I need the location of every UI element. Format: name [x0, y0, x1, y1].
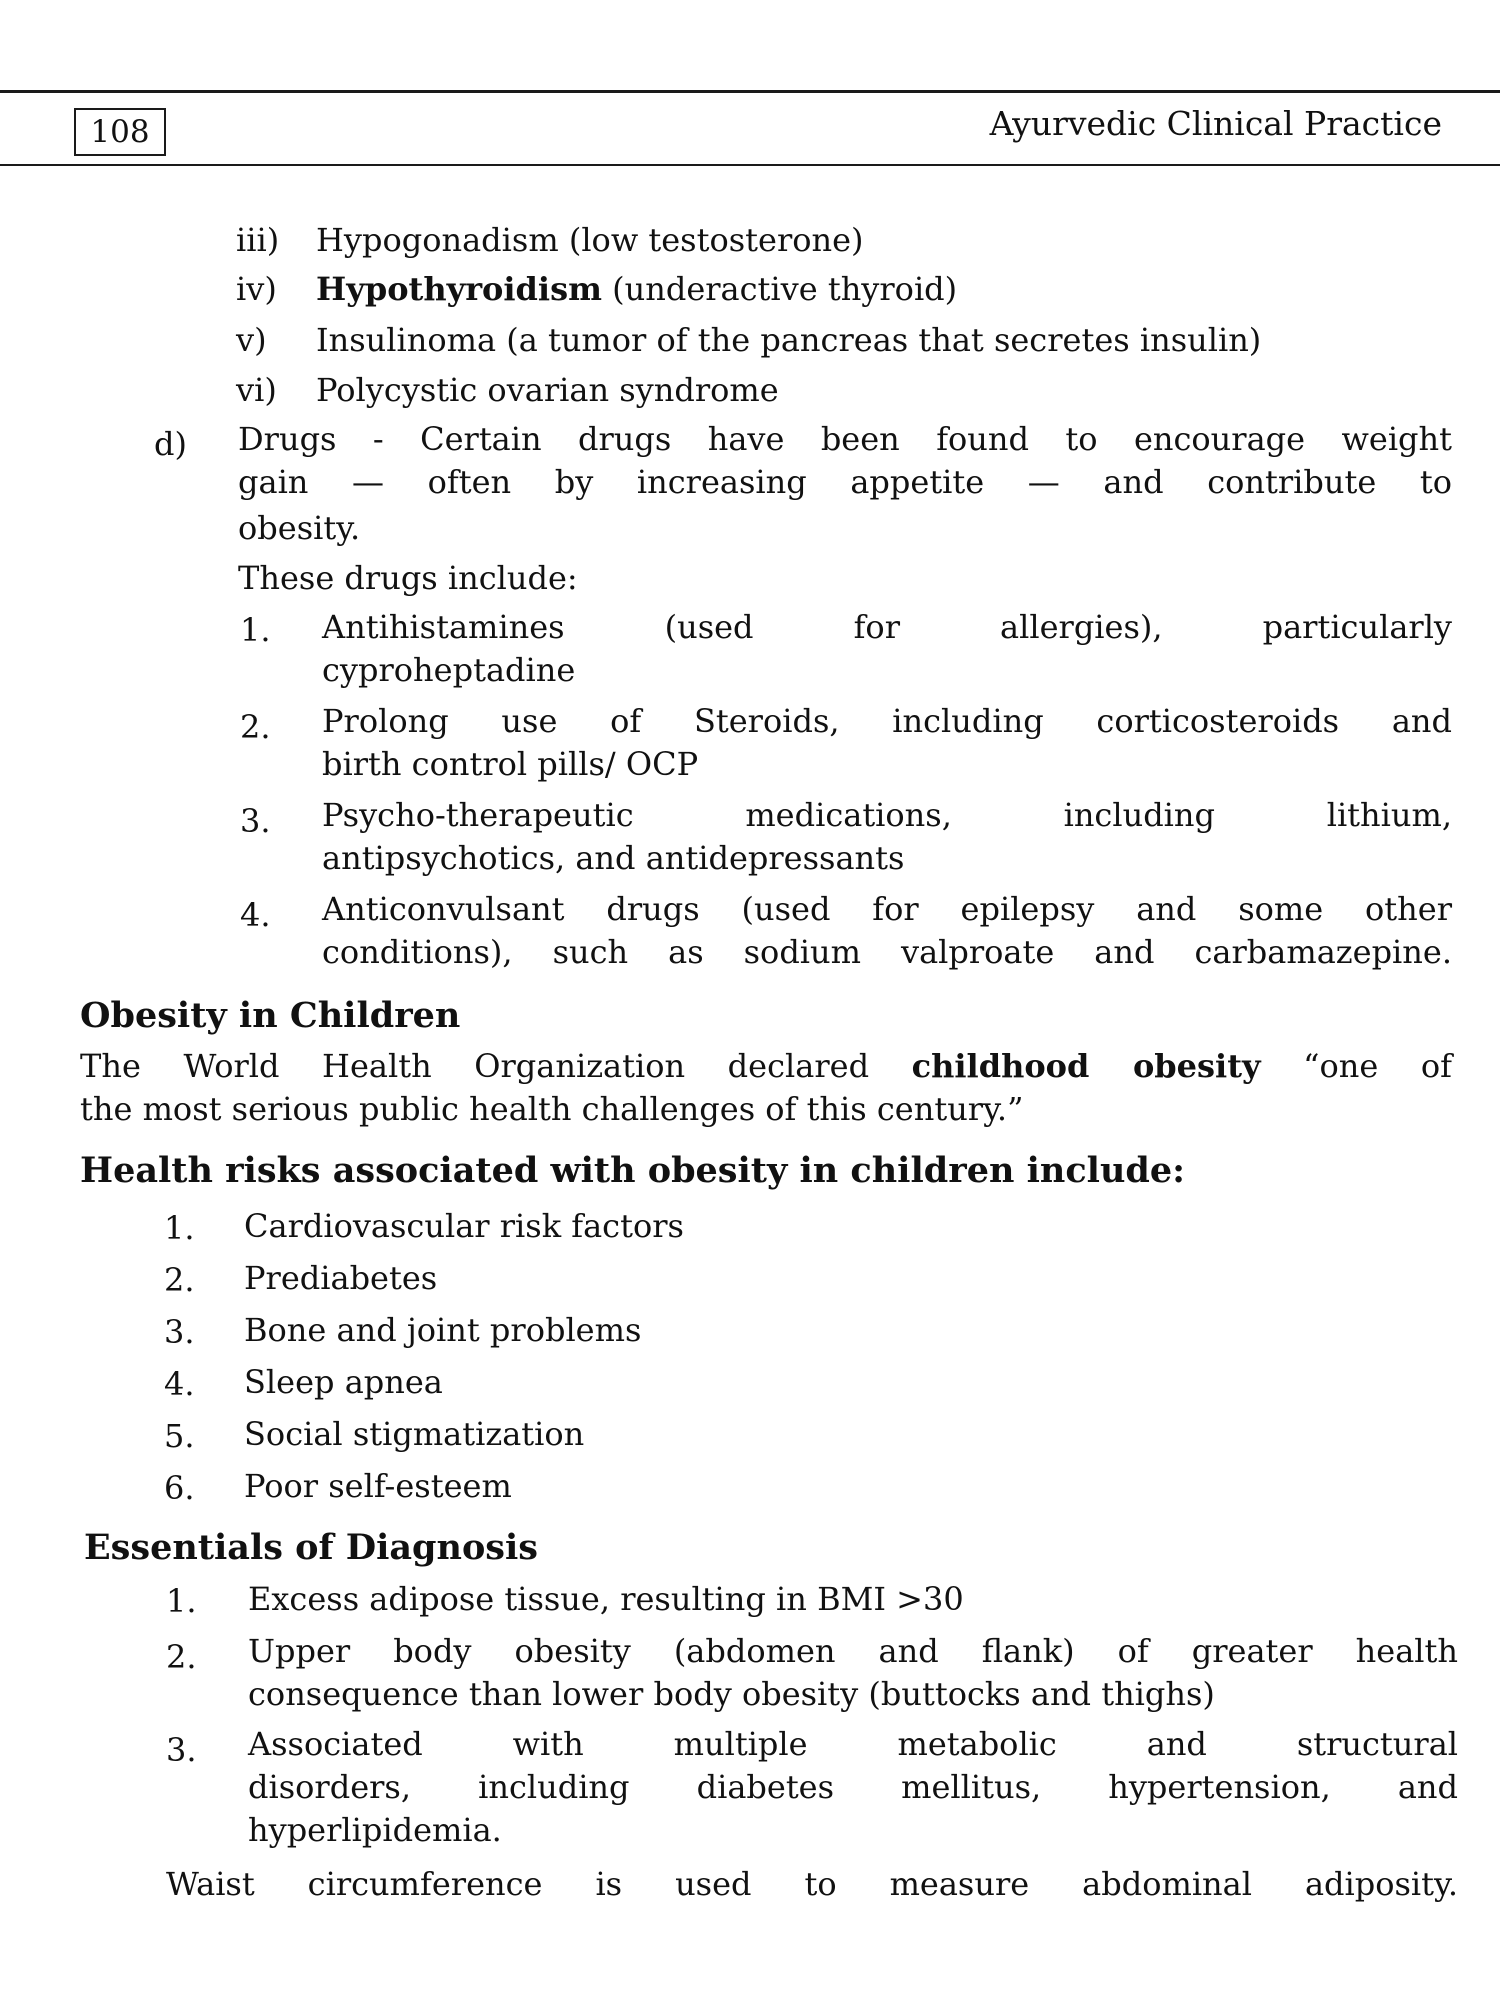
- drug-item-3-line-1: Psycho-therapeutic medications, including lithium,: [322, 796, 1452, 834]
- children-paragraph-line-2: the most serious public health challenges of this century.”: [80, 1090, 1024, 1128]
- list-item: [316, 270, 958, 308]
- list-marker: vi): [236, 371, 277, 409]
- list-item: Hypogonadism (low testosterone): [316, 221, 864, 259]
- drug-item-4-line-1: Anticonvulsant drugs (used for epilepsy and some other: [322, 890, 1452, 928]
- diagnosis-item-3-line-2: disorders, including diabetes mellitus, hypertension, and: [248, 1768, 1458, 1806]
- list-marker: 3.: [240, 802, 271, 840]
- list-marker: 2.: [164, 1261, 195, 1299]
- header-top-rule: [0, 90, 1500, 93]
- section-heading-risks: Health risks associated with obesity in children include:: [80, 1150, 1186, 1191]
- list-item-text: (underactive thyroid): [601, 270, 958, 308]
- list-marker: 1.: [166, 1582, 197, 1620]
- drug-item-4-line-2: conditions), such as sodium valproate and carbamazepine.: [322, 933, 1452, 971]
- list-marker: iii): [236, 221, 280, 259]
- drugs-line-2: gain — often by increasing appetite — and contribute to: [238, 463, 1452, 501]
- page-number: 108: [74, 108, 166, 156]
- drug-item-2-line-2: birth control pills/ OCP: [322, 745, 699, 783]
- list-marker: 5.: [164, 1417, 195, 1455]
- list-marker: d): [154, 425, 187, 463]
- list-marker: 3.: [164, 1313, 195, 1351]
- children-paragraph-line-1: [80, 1047, 1452, 1085]
- list-item: Prediabetes: [244, 1259, 438, 1297]
- drugs-intro: These drugs include:: [238, 559, 578, 597]
- drug-item-3-line-2: antipsychotics, and antidepressants: [322, 839, 905, 877]
- drug-item-1-line-1: Antihistamines (used for allergies), particularly: [322, 608, 1452, 646]
- list-marker: v): [236, 321, 267, 359]
- closing-line: Waist circumference is used to measure abdominal adiposity.: [166, 1865, 1458, 1903]
- list-marker: 4.: [164, 1365, 195, 1403]
- list-marker: 2.: [166, 1638, 197, 1676]
- list-item: Insulinoma (a tumor of the pancreas that secretes insulin): [316, 321, 1262, 359]
- list-item: Bone and joint problems: [244, 1311, 642, 1349]
- header-bottom-rule: [0, 164, 1500, 166]
- list-marker: 4.: [240, 896, 271, 934]
- list-marker: iv): [236, 270, 277, 308]
- bold-term: Hypothyroidism: [316, 270, 602, 308]
- diagnosis-item-1-line-1: Excess adipose tissue, resulting in BMI >30: [248, 1580, 964, 1618]
- drug-item-1-line-2: cyproheptadine: [322, 651, 576, 689]
- drug-item-2-line-1: Prolong use of Steroids, including corticosteroids and: [322, 702, 1452, 740]
- list-item: Polycystic ovarian syndrome: [316, 371, 779, 409]
- list-item: Cardiovascular risk factors: [244, 1207, 684, 1245]
- drugs-line-3: obesity.: [238, 509, 361, 547]
- running-head: Ayurvedic Clinical Practice: [989, 104, 1442, 143]
- list-marker: 1.: [164, 1209, 195, 1247]
- section-heading-children: Obesity in Children: [80, 995, 461, 1036]
- list-item: Sleep apnea: [244, 1363, 443, 1401]
- children-para-end: “one of: [1260, 1047, 1452, 1085]
- drugs-line-1: Drugs - Certain drugs have been found to encourage weight: [238, 420, 1452, 458]
- list-marker: 6.: [164, 1469, 195, 1507]
- list-item: Social stigmatization: [244, 1415, 585, 1453]
- bold-term: childhood obesity: [911, 1047, 1261, 1085]
- section-heading-diagnosis: Essentials of Diagnosis: [84, 1527, 539, 1568]
- children-para-start: The World Health Organization declared: [80, 1047, 912, 1085]
- list-marker: 2.: [240, 708, 271, 746]
- diagnosis-item-3-line-3: hyperlipidemia.: [248, 1811, 502, 1849]
- diagnosis-item-2-line-1: Upper body obesity (abdomen and flank) of greater health: [248, 1632, 1458, 1670]
- list-marker: 3.: [166, 1731, 197, 1769]
- diagnosis-item-3-line-1: Associated with multiple metabolic and structural: [248, 1725, 1458, 1763]
- list-item: Poor self-esteem: [244, 1467, 512, 1505]
- diagnosis-item-2-line-2: consequence than lower body obesity (buttocks and thighs): [248, 1675, 1215, 1713]
- list-marker: 1.: [240, 611, 271, 649]
